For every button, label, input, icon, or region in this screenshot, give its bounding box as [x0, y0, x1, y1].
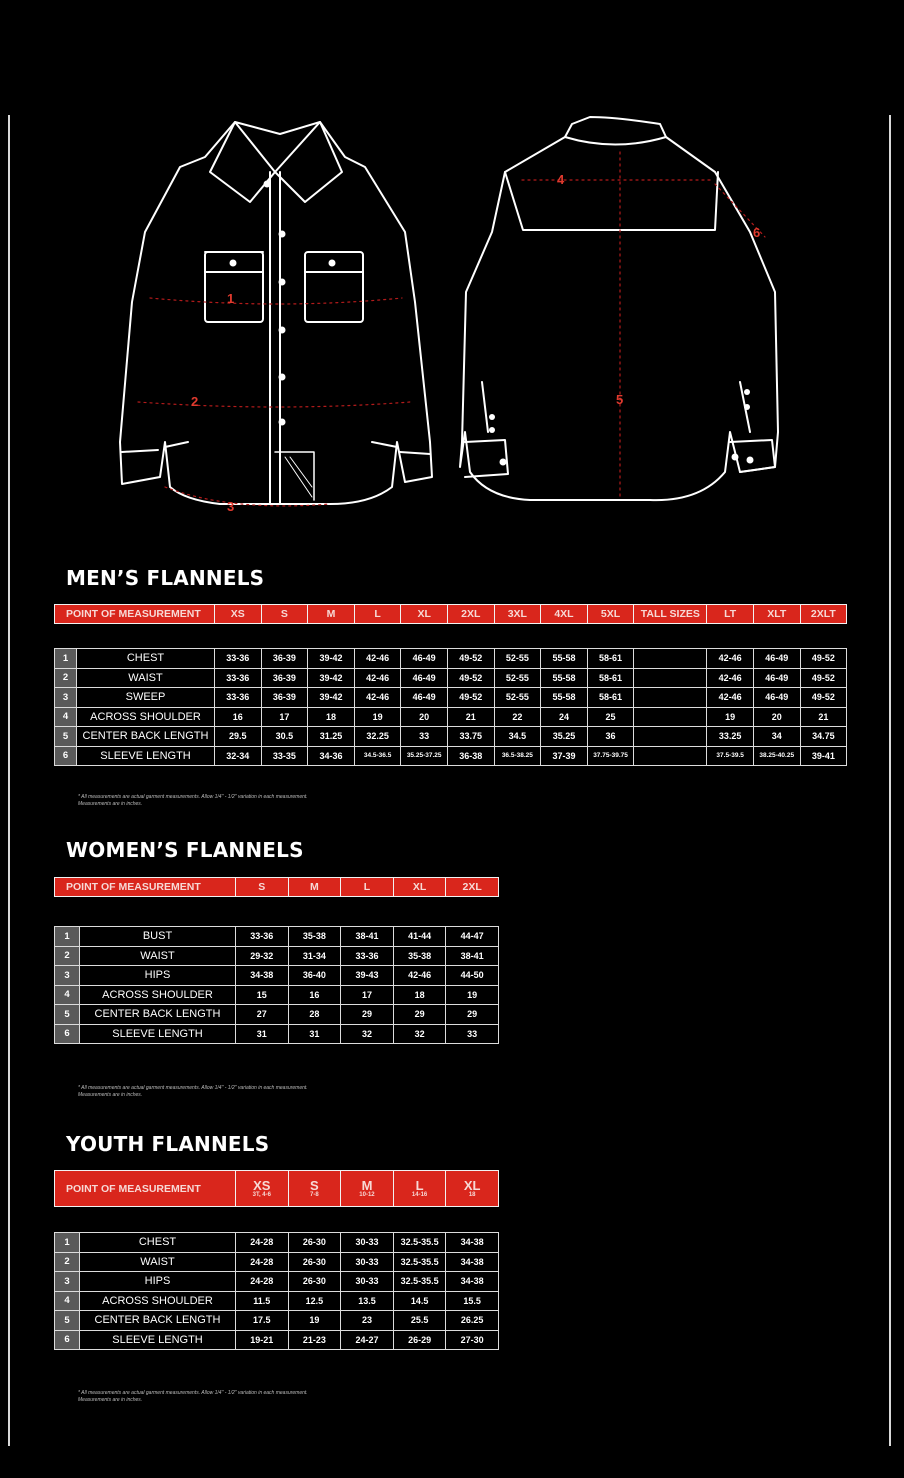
row-label: SLEEVE LENGTH	[80, 1024, 236, 1044]
row-number: 2	[55, 1252, 80, 1272]
row-number: 1	[55, 927, 80, 947]
cell-value	[634, 746, 707, 766]
cell-value: 24-27	[341, 1330, 394, 1350]
size-label: XL	[463, 1177, 481, 1193]
cell-value: 31-34	[288, 946, 341, 966]
cell-value: 25	[587, 707, 634, 727]
cell-value: 46-49	[753, 668, 800, 688]
cell-value: 34.75	[800, 727, 847, 747]
cell-value: 24-28	[236, 1272, 289, 1292]
womens-section-title: WOMEN’S FLANNELS	[66, 838, 304, 862]
table-row	[55, 1024, 499, 1044]
cell-value: 14.5	[393, 1291, 446, 1311]
cell-value: 39-42	[308, 649, 355, 669]
row-number: 6	[55, 746, 77, 766]
mens-section-title: MEN’S FLANNELS	[66, 566, 265, 590]
table-row	[55, 668, 847, 688]
row-label: CENTER BACK LENGTH	[80, 1005, 236, 1025]
row-number: 3	[55, 966, 80, 986]
cell-value: 34-36	[308, 746, 355, 766]
cell-value: 35.25-37.25	[401, 746, 448, 766]
cell-value: 21	[447, 707, 494, 727]
row-label: CHEST	[77, 649, 215, 669]
left-frame-line	[8, 115, 10, 1446]
cell-value: 49-52	[800, 668, 847, 688]
cell-value: 42-46	[354, 668, 401, 688]
cell-value: 33	[401, 727, 448, 747]
cell-value: 32.25	[354, 727, 401, 747]
cell-value: 36-39	[261, 649, 308, 669]
row-number: 2	[55, 946, 80, 966]
marker-2: 2	[191, 394, 199, 409]
cell-value: 39-41	[800, 746, 847, 766]
mens-header-table	[54, 604, 847, 624]
header-size-4xl: 4XL	[541, 605, 588, 624]
cell-value: 42-46	[354, 649, 401, 669]
cell-value: 20	[753, 707, 800, 727]
cell-value: 17.5	[236, 1311, 289, 1331]
cell-value: 21	[800, 707, 847, 727]
table-row	[55, 707, 847, 727]
cell-value: 30.5	[261, 727, 308, 747]
header-size-l: L	[354, 605, 401, 624]
cell-value	[634, 727, 707, 747]
cell-value: 19	[446, 985, 499, 1005]
row-number: 1	[55, 1233, 80, 1253]
row-number: 5	[55, 1311, 80, 1331]
cell-value: 49-52	[447, 649, 494, 669]
cell-value: 27	[236, 1005, 289, 1025]
cell-value: 49-52	[447, 688, 494, 708]
cell-value: 34-38	[446, 1233, 499, 1253]
row-number: 4	[55, 985, 80, 1005]
header-size-s: S	[261, 605, 308, 624]
cell-value: 34-38	[446, 1252, 499, 1272]
row-label: ACROSS SHOULDER	[77, 707, 215, 727]
flannel-shirt-illustration	[110, 112, 800, 522]
cell-value	[634, 668, 707, 688]
cell-value: 39-42	[308, 688, 355, 708]
row-number: 3	[55, 1272, 80, 1292]
mens-note	[78, 794, 308, 808]
cell-value: 32	[393, 1024, 446, 1044]
cell-value: 34-38	[236, 966, 289, 986]
youth-header-table	[54, 1170, 499, 1207]
row-number: 6	[55, 1024, 80, 1044]
cell-value: 26-30	[288, 1272, 341, 1292]
cell-value: 18	[308, 707, 355, 727]
cell-value: 15.5	[446, 1291, 499, 1311]
cell-value: 11.5	[236, 1291, 289, 1311]
womens-measurement-table	[54, 926, 499, 1044]
cell-value	[634, 649, 707, 669]
row-label: WAIST	[77, 668, 215, 688]
cell-value: 49-52	[800, 688, 847, 708]
cell-value: 29	[393, 1005, 446, 1025]
row-label: WAIST	[80, 1252, 236, 1272]
cell-value: 24-28	[236, 1233, 289, 1253]
row-label: HIPS	[80, 1272, 236, 1292]
row-label: BUST	[80, 927, 236, 947]
mens-measurement-table	[54, 648, 847, 766]
cell-value: 55-58	[541, 668, 588, 688]
cell-value: 37-39	[541, 746, 588, 766]
cell-value: 26-29	[393, 1330, 446, 1350]
age-range: 3T, 4-6	[252, 1191, 271, 1198]
cell-value: 16	[288, 985, 341, 1005]
table-row	[55, 1005, 499, 1025]
cell-value: 31	[288, 1024, 341, 1044]
marker-4: 4	[557, 172, 565, 187]
header-size-xl	[446, 1171, 499, 1207]
table-row	[55, 688, 847, 708]
cell-value	[634, 688, 707, 708]
cell-value: 19	[354, 707, 401, 727]
cell-value: 33	[446, 1024, 499, 1044]
cell-value: 41-44	[393, 927, 446, 947]
cell-value: 28	[288, 1005, 341, 1025]
header-size-xl: XL	[401, 605, 448, 624]
cell-value: 19-21	[236, 1330, 289, 1350]
cell-value: 29	[446, 1005, 499, 1025]
header-point-of-measurement: POINT OF MEASUREMENT	[55, 1171, 236, 1207]
cell-value: 46-49	[401, 649, 448, 669]
header-size-xs	[236, 1171, 289, 1207]
cell-value: 26.25	[446, 1311, 499, 1331]
table-row	[55, 985, 499, 1005]
table-row	[55, 966, 499, 986]
cell-value: 34.5	[494, 727, 541, 747]
cell-value: 36.5-38.25	[494, 746, 541, 766]
header-size-xs: XS	[215, 605, 262, 624]
cell-value: 58-61	[587, 649, 634, 669]
youth-section-title: YOUTH FLANNELS	[66, 1132, 270, 1156]
table-row	[55, 1330, 499, 1350]
cell-value: 22	[494, 707, 541, 727]
cell-value: 34.5-36.5	[354, 746, 401, 766]
cell-value: 21-23	[288, 1330, 341, 1350]
cell-value: 12.5	[288, 1291, 341, 1311]
youth-note	[78, 1390, 308, 1404]
cell-value: 49-52	[447, 668, 494, 688]
cell-value: 52-55	[494, 668, 541, 688]
cell-value: 17	[261, 707, 308, 727]
table-row	[55, 1252, 499, 1272]
cell-value: 58-61	[587, 688, 634, 708]
cell-value: 24-28	[236, 1252, 289, 1272]
header-size-m	[341, 1171, 394, 1207]
cell-value	[634, 707, 707, 727]
row-label: HIPS	[80, 966, 236, 986]
row-label: CENTER BACK LENGTH	[80, 1311, 236, 1331]
cell-value: 37.75-39.75	[587, 746, 634, 766]
marker-5: 5	[616, 392, 624, 407]
marker-6: 6	[753, 225, 761, 240]
womens-note-line1: * All measurements are actual garment measurements. Allow 1/4" - 1/2" variation in each measurement.	[78, 1085, 308, 1091]
age-range: 14-16	[411, 1191, 428, 1198]
cell-value: 33-35	[261, 746, 308, 766]
row-number: 3	[55, 688, 77, 708]
row-label: ACROSS SHOULDER	[80, 985, 236, 1005]
cell-value: 26-30	[288, 1252, 341, 1272]
mens-note-line2: Measurements are in inches.	[78, 801, 143, 807]
cell-value: 31.25	[308, 727, 355, 747]
marker-3: 3	[227, 499, 235, 514]
row-number: 2	[55, 668, 77, 688]
cell-value: 27-30	[446, 1330, 499, 1350]
cell-value: 32.5-35.5	[393, 1252, 446, 1272]
row-label: CENTER BACK LENGTH	[77, 727, 215, 747]
cell-value: 33-36	[215, 668, 262, 688]
cell-value: 20	[401, 707, 448, 727]
header-size-2xl: 2XL	[446, 878, 499, 897]
cell-value: 42-46	[707, 649, 754, 669]
row-number: 6	[55, 1330, 80, 1350]
cell-value: 42-46	[354, 688, 401, 708]
youth-note-line2: Measurements are in inches.	[78, 1397, 143, 1403]
cell-value: 19	[707, 707, 754, 727]
shirt-back-drawing	[460, 117, 778, 500]
marker-1: 1	[227, 291, 235, 306]
cell-value: 36-39	[261, 668, 308, 688]
table-row	[55, 649, 847, 669]
row-label: CHEST	[80, 1233, 236, 1253]
row-number: 4	[55, 1291, 80, 1311]
cell-value: 34-38	[446, 1272, 499, 1292]
cell-value: 37.5-39.5	[707, 746, 754, 766]
cell-value: 52-55	[494, 649, 541, 669]
cell-value: 19	[288, 1311, 341, 1331]
cell-value: 13.5	[341, 1291, 394, 1311]
cell-value: 44-50	[446, 966, 499, 986]
cell-value: 38-41	[341, 927, 394, 947]
header-size-xlt: XLT	[753, 605, 800, 624]
cell-value: 49-52	[800, 649, 847, 669]
cell-value: 33-36	[215, 649, 262, 669]
header-size-m: M	[308, 605, 355, 624]
table-row	[55, 727, 847, 747]
cell-value: 30-33	[341, 1272, 394, 1292]
row-number: 4	[55, 707, 77, 727]
cell-value: 52-55	[494, 688, 541, 708]
cell-value: 33.25	[707, 727, 754, 747]
table-row	[55, 1311, 499, 1331]
cell-value: 31	[236, 1024, 289, 1044]
cell-value: 29	[341, 1005, 394, 1025]
cell-value: 32.5-35.5	[393, 1272, 446, 1292]
cell-value: 26-30	[288, 1233, 341, 1253]
cell-value: 42-46	[707, 688, 754, 708]
header-size-tall-sizes: TALL SIZES	[634, 605, 707, 624]
cell-value: 30-33	[341, 1252, 394, 1272]
header-size-l: L	[341, 878, 394, 897]
row-number: 5	[55, 1005, 80, 1025]
cell-value: 38-41	[446, 946, 499, 966]
table-row	[55, 1233, 499, 1253]
cell-value: 29-32	[236, 946, 289, 966]
cell-value: 55-58	[541, 688, 588, 708]
header-point-of-measurement: POINT OF MEASUREMENT	[55, 605, 215, 624]
cell-value: 46-49	[753, 688, 800, 708]
row-label: SLEEVE LENGTH	[80, 1330, 236, 1350]
womens-note-line2: Measurements are in inches.	[78, 1092, 143, 1098]
header-size-s: S	[236, 878, 289, 897]
cell-value: 38.25-40.25	[753, 746, 800, 766]
cell-value: 33.75	[447, 727, 494, 747]
age-range: 7-8	[310, 1191, 319, 1198]
womens-header-table	[54, 877, 499, 897]
cell-value: 29.5	[215, 727, 262, 747]
header-size-m: M	[288, 878, 341, 897]
header-size-l	[393, 1171, 446, 1207]
header-size-5xl: 5XL	[587, 605, 634, 624]
row-number: 5	[55, 727, 77, 747]
table-row	[55, 746, 847, 766]
table-row	[55, 1272, 499, 1292]
cell-value: 33-36	[215, 688, 262, 708]
mens-note-line1: * All measurements are actual garment measurements. Allow 1/4" - 1/2" variation in each measurement.	[78, 794, 308, 800]
cell-value: 34	[753, 727, 800, 747]
cell-value: 42-46	[393, 966, 446, 986]
table-row	[55, 1291, 499, 1311]
cell-value: 32.5-35.5	[393, 1233, 446, 1253]
age-range: 10-12	[359, 1191, 375, 1198]
row-label: ACROSS SHOULDER	[80, 1291, 236, 1311]
cell-value: 16	[215, 707, 262, 727]
youth-note-line1: * All measurements are actual garment measurements. Allow 1/4" - 1/2" variation in each measurement.	[78, 1390, 308, 1396]
row-label: WAIST	[80, 946, 236, 966]
right-frame-line	[889, 115, 891, 1446]
size-label: XS	[253, 1177, 271, 1193]
cell-value: 33-36	[341, 946, 394, 966]
row-number: 1	[55, 649, 77, 669]
header-size-2xl: 2XL	[447, 605, 494, 624]
table-row	[55, 946, 499, 966]
cell-value: 58-61	[587, 668, 634, 688]
size-label: M	[361, 1177, 373, 1193]
cell-value: 32	[341, 1024, 394, 1044]
size-label: L	[415, 1177, 424, 1193]
age-range: 18	[468, 1191, 476, 1198]
cell-value: 36-38	[447, 746, 494, 766]
cell-value: 18	[393, 985, 446, 1005]
cell-value: 36	[587, 727, 634, 747]
cell-value: 23	[341, 1311, 394, 1331]
cell-value: 55-58	[541, 649, 588, 669]
header-size-lt: LT	[707, 605, 754, 624]
cell-value: 15	[236, 985, 289, 1005]
shirt-front-drawing	[120, 122, 432, 506]
row-label: SWEEP	[77, 688, 215, 708]
cell-value: 35-38	[288, 927, 341, 947]
header-point-of-measurement: POINT OF MEASUREMENT	[55, 878, 236, 897]
cell-value: 46-49	[401, 688, 448, 708]
header-size-xl: XL	[393, 878, 446, 897]
cell-value: 30-33	[341, 1233, 394, 1253]
youth-measurement-table	[54, 1232, 499, 1350]
cell-value: 44-47	[446, 927, 499, 947]
cell-value: 24	[541, 707, 588, 727]
womens-note	[78, 1085, 308, 1099]
cell-value: 36-39	[261, 688, 308, 708]
cell-value: 46-49	[401, 668, 448, 688]
cell-value: 25.5	[393, 1311, 446, 1331]
cell-value: 32-34	[215, 746, 262, 766]
cell-value: 39-42	[308, 668, 355, 688]
cell-value: 39-43	[341, 966, 394, 986]
header-size-s	[288, 1171, 341, 1207]
cell-value: 42-46	[707, 668, 754, 688]
row-label: SLEEVE LENGTH	[77, 746, 215, 766]
cell-value: 17	[341, 985, 394, 1005]
header-size-2xlt: 2XLT	[800, 605, 847, 624]
table-row	[55, 927, 499, 947]
cell-value: 35.25	[541, 727, 588, 747]
cell-value: 33-36	[236, 927, 289, 947]
cell-value: 46-49	[753, 649, 800, 669]
cell-value: 36-40	[288, 966, 341, 986]
cell-value: 35-38	[393, 946, 446, 966]
header-size-3xl: 3XL	[494, 605, 541, 624]
size-label: S	[310, 1177, 319, 1193]
